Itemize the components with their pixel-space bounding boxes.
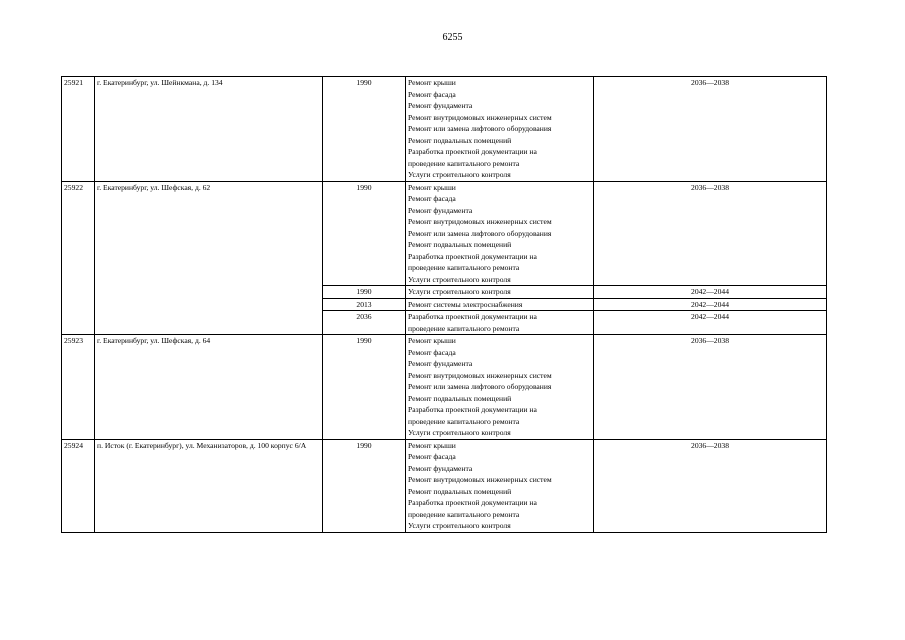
- table-body: [62, 77, 827, 533]
- works-cell: [406, 77, 594, 182]
- year-cell: 1990: [323, 286, 406, 299]
- period-cell: 2036—2038: [594, 77, 827, 182]
- year-cell: 1990: [323, 439, 406, 532]
- work-item: Разработка проектной документации на: [408, 405, 537, 414]
- year-cell: 1990: [323, 335, 406, 440]
- record-id: 25923: [62, 335, 95, 440]
- work-item: Услуги строительного контроля: [408, 170, 511, 179]
- work-item: Ремонт или замена лифтового оборудования: [408, 228, 552, 238]
- year-cell: 2036: [323, 311, 406, 335]
- work-item: Ремонт фундамента: [408, 359, 473, 368]
- record-address: г. Екатеринбург, ул. Шейнкмана, д. 134: [95, 77, 323, 182]
- work-item: Ремонт или замена лифтового оборудования: [408, 124, 552, 133]
- works-cell: [406, 439, 594, 532]
- work-item: Разработка проектной документации на: [408, 251, 537, 261]
- work-item: проведение капитального ремонта: [408, 263, 520, 272]
- works-cell: [406, 311, 594, 335]
- year-cell: 2013: [323, 298, 406, 311]
- work-item: Ремонт крыши: [408, 336, 456, 345]
- work-item: Ремонт внутридомовых инженерных систем: [408, 217, 552, 226]
- work-item: Ремонт подвальных помещений: [408, 393, 512, 403]
- table-row: [62, 439, 827, 532]
- record-id: 25922: [62, 181, 95, 335]
- work-item: Ремонт фасада: [408, 194, 456, 203]
- work-item: Ремонт фундамента: [408, 205, 473, 215]
- works-cell: [406, 298, 594, 311]
- work-item: Ремонт внутридомовых инженерных систем: [408, 112, 552, 122]
- period-cell: 2036—2038: [594, 181, 827, 286]
- work-item: проведение капитального ремонта: [408, 323, 520, 333]
- record-address: п. Исток (г. Екатеринбург), ул. Механизаторов, д. 100 корпус 6/А: [95, 439, 323, 532]
- work-item: Ремонт фундамента: [408, 101, 473, 110]
- record-address: г. Екатеринбург, ул. Шефская, д. 62: [95, 181, 323, 335]
- record-address: г. Екатеринбург, ул. Шефская, д. 64: [95, 335, 323, 440]
- work-item: Ремонт фасада: [408, 347, 456, 357]
- table-row: [62, 77, 827, 182]
- period-cell: 2042—2044: [594, 311, 827, 335]
- work-item: Ремонт фундамента: [408, 463, 473, 473]
- works-cell: [406, 335, 594, 440]
- period-cell: 2036—2038: [594, 335, 827, 440]
- work-item: Ремонт подвальных помещений: [408, 486, 512, 496]
- work-item: Ремонт подвальных помещений: [408, 135, 512, 145]
- work-item: Ремонт крыши: [408, 182, 456, 192]
- works-cell: [406, 181, 594, 286]
- record-id: 25921: [62, 77, 95, 182]
- capital-repair-table: [61, 76, 827, 533]
- year-cell: 1990: [323, 181, 406, 286]
- works-cell: [406, 286, 594, 299]
- work-item: Ремонт внутридомовых инженерных систем: [408, 475, 552, 484]
- work-item: Разработка проектной документации на: [408, 498, 537, 507]
- work-item: Ремонт фасада: [408, 89, 456, 99]
- period-cell: 2036—2038: [594, 439, 827, 532]
- page-number: 6255: [442, 32, 463, 43]
- work-item: Услуги строительного контроля: [408, 521, 511, 530]
- table-row: [62, 335, 827, 440]
- work-item: Ремонт системы электроснабжения: [408, 299, 523, 309]
- work-item: Услуги строительного контроля: [408, 274, 511, 284]
- record-id: 25924: [62, 439, 95, 532]
- table-row: [62, 181, 827, 286]
- work-item: проведение капитального ремонта: [408, 158, 520, 168]
- work-item: Ремонт подвальных помещений: [408, 240, 512, 249]
- work-item: Ремонт или замена лифтового оборудования: [408, 382, 552, 391]
- work-item: Ремонт крыши: [408, 440, 456, 450]
- work-item: проведение капитального ремонта: [408, 509, 520, 519]
- period-cell: 2042—2044: [594, 298, 827, 311]
- work-item: Услуги строительного контроля: [408, 428, 511, 437]
- year-cell: 1990: [323, 77, 406, 182]
- work-item: Ремонт фасада: [408, 452, 456, 461]
- work-item: Ремонт крыши: [408, 78, 456, 87]
- work-item: Разработка проектной документации на: [408, 312, 537, 321]
- period-cell: 2042—2044: [594, 286, 827, 299]
- work-item: Разработка проектной документации на: [408, 147, 537, 156]
- work-item: проведение капитального ремонта: [408, 416, 520, 426]
- work-item: Ремонт внутридомовых инженерных систем: [408, 370, 552, 380]
- work-item: Услуги строительного контроля: [408, 287, 511, 296]
